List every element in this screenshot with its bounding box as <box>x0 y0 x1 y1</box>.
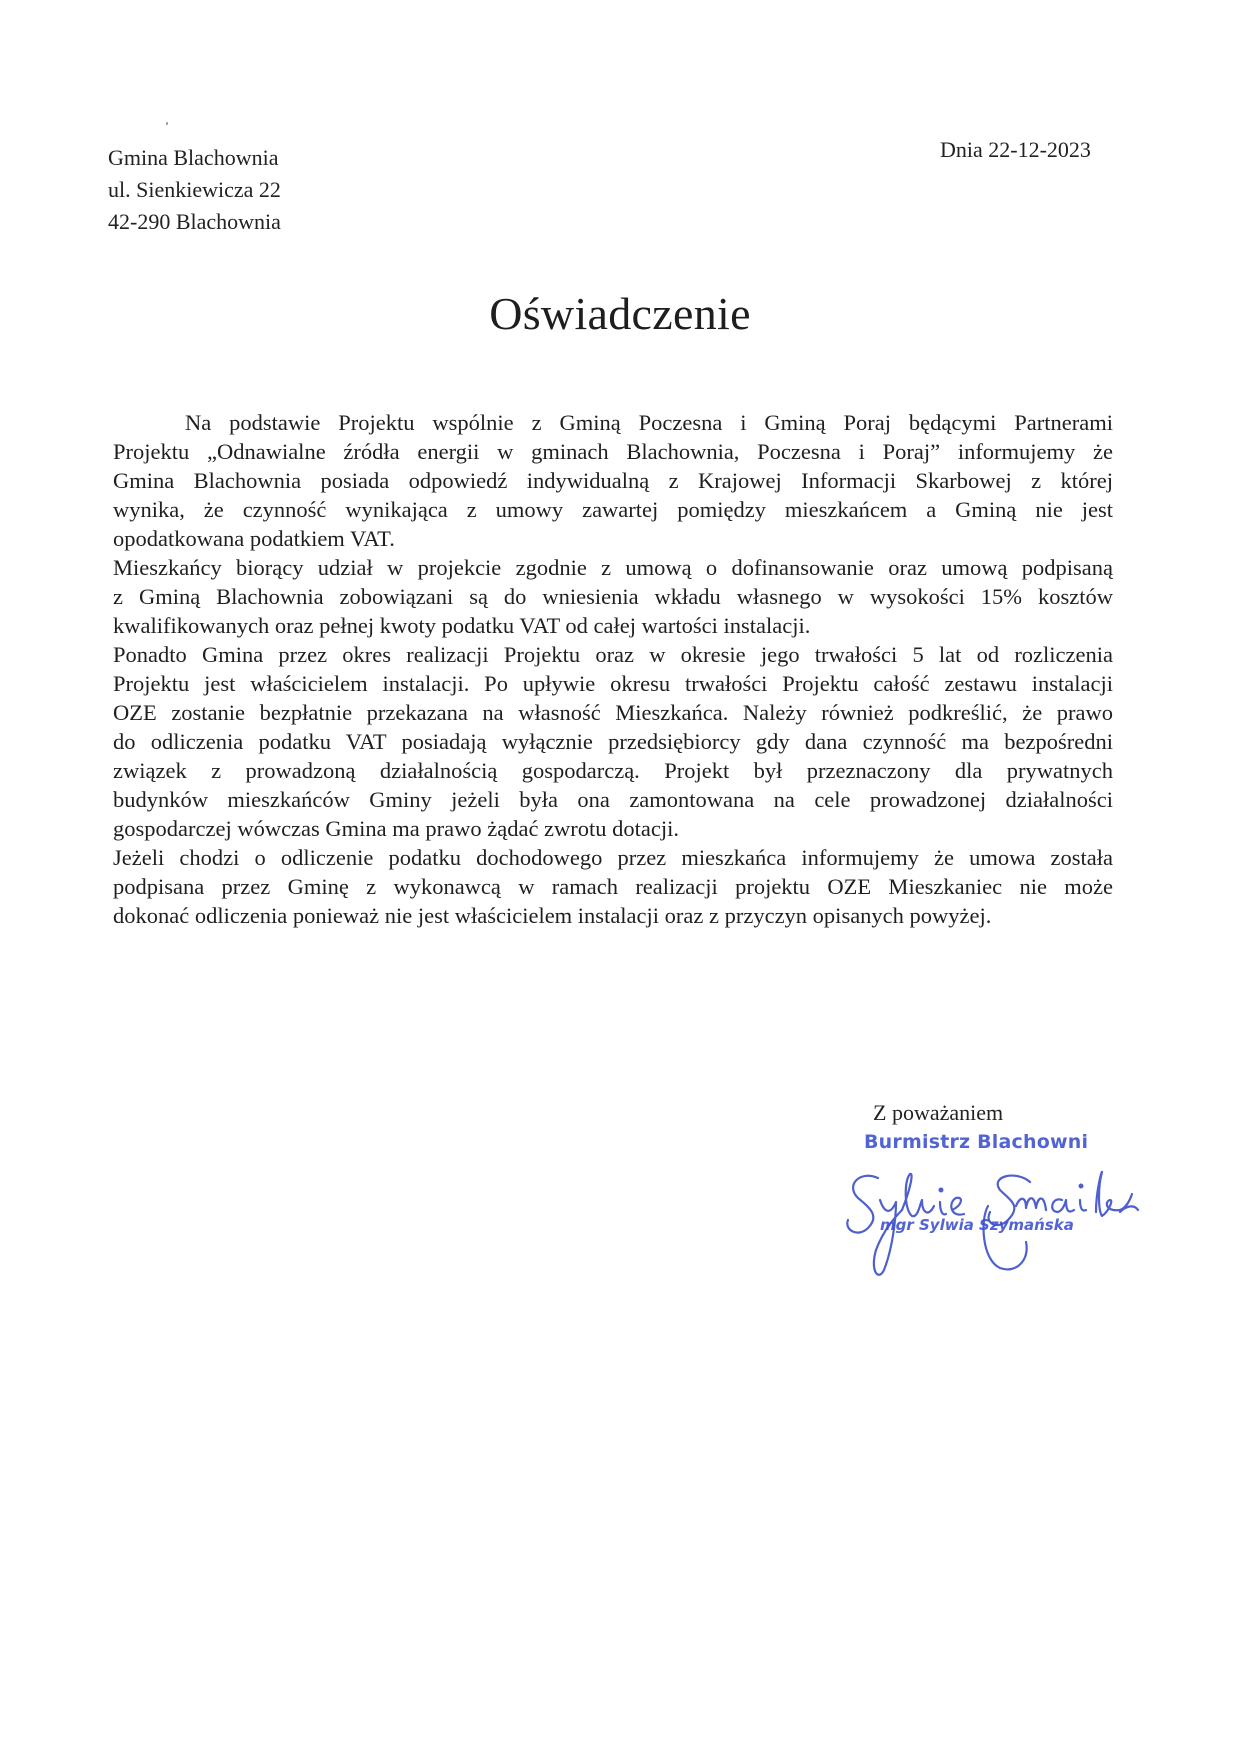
body-line: Jeżeli chodzi o odliczenie podatku dochodowego przez mieszkańca informujemy że umowa została <box>113 845 1113 870</box>
body-line: opodatkowana podatkiem VAT. <box>113 526 395 551</box>
sender-name: Gmina Blachownia <box>108 145 279 170</box>
body-line: wynika, że czynność wynikająca z umowy zawartej pomiędzy mieszkańcem a Gminą nie jest <box>113 497 1113 522</box>
sender-street: ul. Sienkiewicza 22 <box>108 177 281 202</box>
sender-address <box>108 142 281 238</box>
scan-speck <box>166 122 168 125</box>
body-line: dokonać odliczenia ponieważ nie jest właścicielem instalacji oraz z przyczyn opisanych powyżej. <box>113 903 992 928</box>
closing-phrase: Z poważaniem <box>873 1100 1004 1125</box>
document-body <box>113 408 1113 930</box>
body-line: Na podstawie Projektu wspólnie z Gminą Poczesna i Gminą Poraj będącymi Partnerami <box>185 410 1113 435</box>
body-line: z Gminą Blachownia zobowiązani są do wniesienia wkładu własnego w wysokości 15% kosztów <box>113 584 1113 609</box>
body-line: OZE zostanie bezpłatnie przekazana na własność Mieszkańca. Należy również podkreślić, że prawo <box>113 700 1113 725</box>
body-line: Projektu jest właścicielem instalacji. Po upływie okresu trwałości Projektu całość zestawu instalacji <box>113 671 1113 696</box>
body-line: do odliczenia podatku VAT posiadają wyłącznie przedsiębiorcy gdy dana czynność ma bezpośredni <box>113 729 1113 754</box>
stamp-title: Burmistrz Blachowni <box>864 1131 1089 1153</box>
body-line: Ponadto Gmina przez okres realizacji Projektu oraz w okresie jego trwałości 5 lat od rozliczenia <box>113 642 1113 667</box>
body-line: podpisana przez Gminę z wykonawcą w ramach realizacji projektu OZE Mieszkaniec nie może <box>113 874 1113 899</box>
body-line: Gmina Blachownia posiada odpowiedź indywidualną z Krajowej Informacji Skarbowej z której <box>113 468 1113 493</box>
stamp-name: mgr Sylwia Szymańska <box>880 1216 1074 1234</box>
body-line: Projektu „Odnawialne źródła energii w gminach Blachownia, Poczesna i Poraj” informujemy że <box>113 439 1113 464</box>
document-title: Oświadczenie <box>489 288 751 339</box>
body-line: kwalifikowanych oraz pełnej kwoty podatku VAT od całej wartości instalacji. <box>113 613 811 638</box>
body-line: gospodarczej wówczas Gmina ma prawo żądać zwrotu dotacji. <box>113 816 680 841</box>
body-line: związek z prowadzoną działalnością gospodarczą. Projekt był przeznaczony dla prywatnych <box>113 758 1113 783</box>
body-line: Mieszkańcy biorący udział w projekcie zgodnie z umową o dofinansowanie oraz umową podpisaną <box>113 555 1113 580</box>
body-line: budynków mieszkańców Gminy jeżeli była ona zamontowana na cele prowadzonej działalności <box>113 787 1113 812</box>
sender-postal-city: 42-290 Blachownia <box>108 209 281 234</box>
document-date: Dnia 22-12-2023 <box>940 137 1091 162</box>
